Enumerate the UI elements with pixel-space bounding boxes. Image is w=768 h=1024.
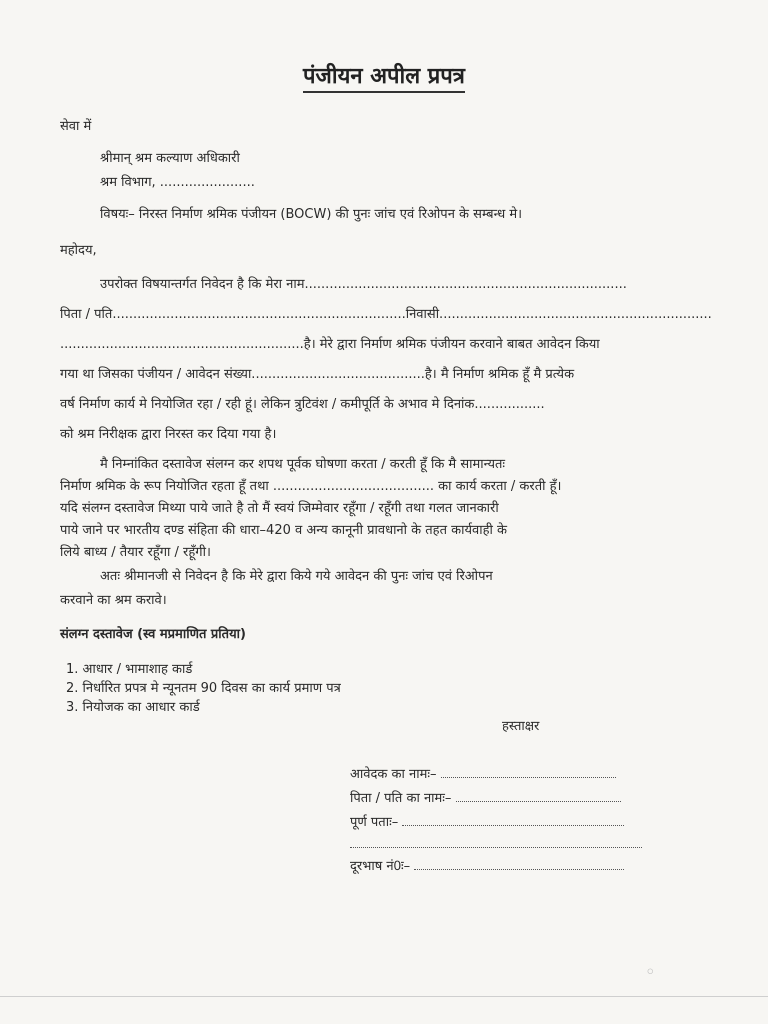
applicant-address-field-line2[interactable] — [350, 846, 642, 848]
list-item: 2. निर्धारित प्रपत्र मे न्यूनतम 90 दिवस का कार्य प्रमाण पत्र — [66, 681, 341, 696]
applicant-father-field[interactable] — [456, 789, 621, 802]
para1-line5: वर्ष निर्माण कार्य मे नियोजित रहा / रही हूं। लेकिन त्रुटिवंश / कमीपूर्ति के अभाव मे दिनांक................. — [60, 397, 545, 412]
attachments-list — [66, 660, 341, 717]
applicant-father-label: पिता / पति का नामः– — [350, 791, 452, 806]
applicant-address-row — [350, 812, 624, 830]
list-item: 1. आधार / भामाशाह कार्ड — [66, 662, 193, 677]
applicant-phone-row — [350, 856, 624, 874]
para1-line2: पिता / पति.......................................................................निवासी.................................................................. — [60, 307, 712, 322]
applicant-address-label: पूर्ण पताः– — [350, 815, 399, 830]
applicant-father-row — [350, 788, 621, 806]
list-item: 3. नियोजक का आधार कार्ड — [66, 700, 200, 715]
para2-line5: लिये बाध्य / तैयार रहूँगा / रहूँगी। — [60, 545, 211, 560]
para2-line2: निर्माण श्रमिक के रूप नियोजित रहता हूँ तथा ....................................... का कार्य करता / करती हूँ। — [60, 479, 562, 494]
salutation-to: सेवा में — [60, 119, 92, 134]
page-bottom-edge — [0, 996, 768, 997]
para2-line1: मै निम्नांकित दस्तावेज संलग्न कर शपथ पूर्वक घोषणा करता / करती हूँ कि मै सामान्यतः — [100, 457, 506, 472]
applicant-name-label: आवेदक का नामः– — [350, 767, 437, 782]
recipient-department: श्रम विभाग, ....................... — [100, 175, 255, 190]
form-title: पंजीयन अपील प्रपत्र — [0, 60, 768, 90]
attachments-heading: संलग्न दस्तावेज (स्व मप्रमाणित प्रतिया) — [60, 627, 246, 642]
applicant-phone-field[interactable] — [414, 857, 624, 870]
para1-line6: को श्रम निरीक्षक द्वारा निरस्त कर दिया गया है। — [60, 427, 277, 442]
para1-line3: ...........................................................है। मेरे द्वारा निर्माण श्रमिक पंजीयन करवाने बाबत आवेदन किया — [60, 337, 600, 352]
para1-line4: गया था जिसका पंजीयन / आवेदन संख्या..........................................है। मै निर्माण श्रमिक हूँ मै प्रत्येक — [60, 367, 575, 382]
subject-line: विषयः– निरस्त निर्माण श्रमिक पंजीयन (BOCW) की पुनः जांच एवं रिओपन के सम्बन्ध मे। — [100, 207, 523, 222]
applicant-address-field[interactable] — [402, 813, 624, 826]
applicant-name-row — [350, 764, 616, 782]
signature-label: हस्ताक्षर — [502, 719, 540, 734]
recipient-officer: श्रीमान् श्रम कल्याण अधिकारी — [100, 151, 240, 166]
applicant-name-field[interactable] — [441, 765, 616, 778]
para2-line3: यदि संलग्न दस्तावेज मिथ्या पाये जाते है तो मैं स्वयं जिम्मेवार रहूँगा / रहूँगी तथा गलत जानकारी — [60, 501, 499, 516]
para3-line1: अतः श्रीमानजी से निवेदन है कि मेरे द्वारा किये गये आवेदन की पुनः जांच एवं रिओपन — [100, 569, 493, 584]
applicant-phone-label: दूरभाष नं0ः– — [350, 859, 411, 874]
scan-smudge: ◦ — [645, 962, 656, 983]
para3-line2: करवाने का श्रम करावे। — [60, 593, 167, 608]
para1-line1: उपरोक्त विषयान्तर्गत निवेदन है कि मेरा नाम.............................................................................. — [100, 277, 627, 292]
para2-line4: पाये जाने पर भारतीय दण्ड संहिता की धारा–420 व अन्य कानूनी प्रावधानो के तहत कार्यवाही के — [60, 523, 507, 538]
greeting: महोदय, — [60, 243, 97, 258]
